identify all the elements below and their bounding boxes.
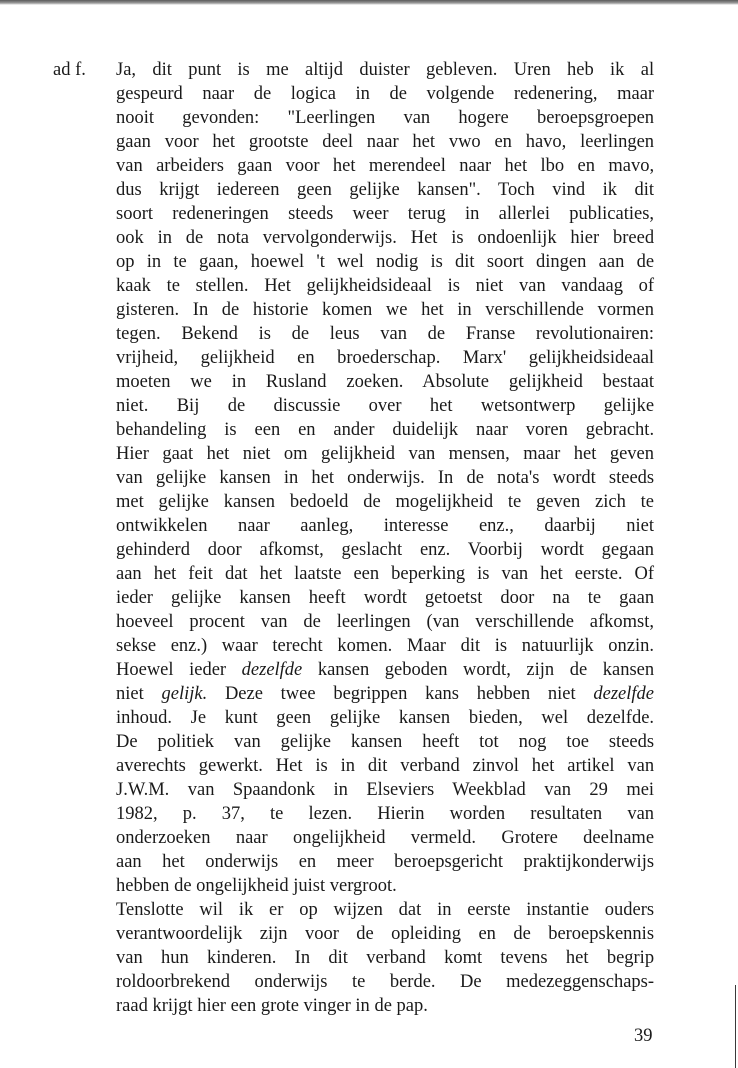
right-edge-rule	[735, 985, 736, 1068]
text-line: onderzoeken naar ongelijkheid vermeld. Grotere deelname	[116, 828, 655, 848]
italic-word: dezelfde	[593, 684, 654, 704]
text-line: van arbeiders gaan voor het merendeel naar het lbo en mavo,	[116, 156, 655, 176]
text-line: dus krijgt iedereen geen gelijke kansen". Toch vind ik dit	[116, 180, 655, 200]
text-line: van gelijke kansen in het onderwijs. In de nota's wordt steeds	[116, 468, 655, 488]
text-line: inhoud. Je kunt geen gelijke kansen bieden, wel dezelfde.	[116, 708, 655, 728]
text-line: De politiek van gelijke kansen heeft tot nog toe steeds	[116, 732, 655, 752]
text-line: ieder gelijke kansen heeft wordt getoetst door na te gaan	[116, 588, 655, 608]
text-line: nooit gevonden: "Leerlingen van hogere beroepsgroepen	[116, 108, 655, 128]
text-line: ontwikkelen naar aanleg, interesse enz., daarbij niet	[116, 516, 654, 536]
italic-word: gelijk.	[161, 684, 208, 704]
text-line: aan het feit dat het laatste een beperking is van het eerste. Of	[116, 564, 655, 584]
text-line: op in te gaan, hoewel 't wel nodig is dit soort dingen aan de	[116, 252, 655, 272]
text-line: 1982, p. 37, te lezen. Hierin worden resultaten van	[116, 804, 655, 824]
text-line: gespeurd naar de logica in de volgende redenering, maar	[116, 84, 655, 104]
text-line: Hier gaat het niet om gelijkheid van mensen, maar het geven	[116, 444, 654, 464]
text-line: van hun kinderen. In dit verband komt tevens het begrip	[116, 948, 655, 968]
text-line: hebben de ongelijkheid juist vergroot.	[116, 876, 397, 896]
text-line: averechts gewerkt. Het is in dit verband zinvol het artikel van	[116, 756, 655, 776]
body-text	[116, 58, 654, 1018]
text-line: moeten we in Rusland zoeken. Absolute gelijkheid bestaat	[116, 372, 655, 392]
text-line: hoeveel procent van de leerlingen (van verschillende afkomst,	[116, 612, 655, 632]
text-line: tegen. Bekend is de leus van de Franse revolutionairen:	[116, 324, 654, 344]
italic-word: dezelfde	[241, 660, 303, 680]
item-label: ad f.	[53, 60, 86, 80]
text-line: sekse enz.) waar terecht komen. Maar dit is natuurlijk onzin.	[116, 636, 655, 656]
text-line: vrijheid, gelijkheid en broederschap. Marx' gelijkheidsideaal	[116, 348, 655, 368]
text-line: ook in de nota vervolgonderwijs. Het is ondoenlijk hier breed	[116, 228, 655, 248]
text-line: soort redeneringen steeds weer terug in allerlei publicaties,	[116, 204, 655, 224]
text-line: gisteren. In de historie komen we het in verschillende vormen	[116, 300, 654, 320]
text-line: Ja, dit punt is me altijd duister gebleven. Uren heb ik al	[116, 60, 655, 80]
text-line: J.W.M. van Spaandonk in Elseviers Weekblad van 29 mei	[116, 780, 655, 800]
text-line: met gelijke kansen bedoeld de mogelijkheid te geven zich te	[116, 492, 655, 512]
text-line: roldoorbrekend onderwijs te berde. De medezeggenschaps-	[116, 972, 655, 992]
text-line: verantwoordelijk zijn voor de opleiding en de beroepskennis	[116, 924, 655, 944]
text-line: Hoewel ieder dezelfde kansen geboden wordt, zijn de kansen	[116, 660, 655, 680]
text-line: behandeling is een en ander duidelijk naar voren gebracht.	[116, 420, 655, 440]
text-line: Tenslotte wil ik er op wijzen dat in eerste instantie ouders	[116, 900, 655, 920]
text-line: niet gelijk. Deze twee begrippen kans hebben niet dezelfde	[116, 684, 654, 704]
page-number: 39	[634, 1026, 653, 1046]
text-line: gaan voor het grootste deel naar het vwo en havo, leerlingen	[116, 132, 655, 152]
text-line: kaak te stellen. Het gelijkheidsideaal is niet van vandaag of	[116, 276, 655, 296]
text-line: raad krijgt hier een grote vinger in de pap.	[116, 996, 428, 1016]
text-line: gehinderd door afkomst, geslacht enz. Voorbij wordt gegaan	[116, 540, 655, 560]
text-line: aan het onderwijs en meer beroepsgericht praktijkonderwijs	[116, 852, 655, 872]
paragraph	[116, 58, 654, 898]
top-edge-rule	[0, 0, 738, 5]
paragraph	[116, 898, 654, 1018]
text-line: niet. Bij de discussie over het wetsontwerp gelijke	[116, 396, 655, 416]
